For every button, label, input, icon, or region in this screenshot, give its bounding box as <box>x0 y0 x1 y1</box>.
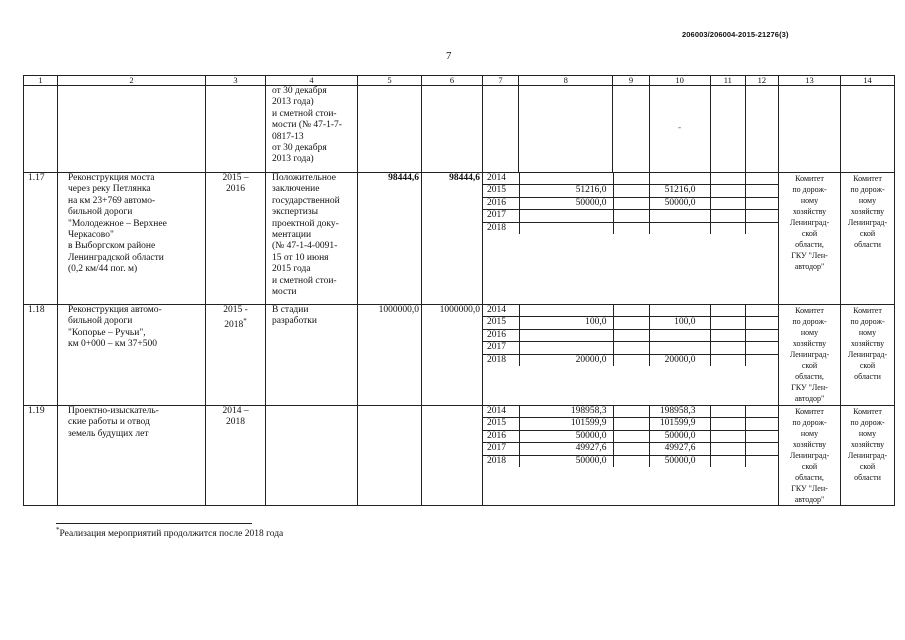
amount-col10: 51216,0 <box>649 185 710 197</box>
name-line: (0,2 км/44 пог. м) <box>68 264 138 275</box>
year-row <box>483 329 778 341</box>
year-cell: 2016 <box>483 197 519 209</box>
column-number-6: 6 <box>422 76 483 86</box>
table-row <box>24 406 895 506</box>
year-cell: 2018 <box>487 354 506 365</box>
yearly-breakdown <box>483 173 779 305</box>
executor-line: ской <box>801 361 818 370</box>
amount-col9 <box>613 443 649 455</box>
doc-line: ментации <box>272 230 312 241</box>
cont-cell-1 <box>24 86 58 173</box>
doc-line: заключение <box>272 184 320 195</box>
name-line: Реконструкция моста <box>68 173 155 183</box>
item-number: 1.19 <box>24 406 58 506</box>
name-line: на км 23+769 автомо- <box>68 195 156 206</box>
executor-line: ному <box>800 429 819 438</box>
amount-col12 <box>745 406 778 418</box>
name-line: "Молодежное – Верхнее <box>68 218 167 229</box>
item-years-lines <box>206 305 265 332</box>
committee-line: ской <box>859 361 876 370</box>
amount-col12 <box>745 430 778 442</box>
doc-line: от 30 декабря <box>272 86 327 96</box>
doc-line: 2013 года) <box>272 97 314 108</box>
executor-line: области, <box>795 473 824 482</box>
yearly-table <box>483 305 778 366</box>
name-line: земель будущих лет <box>68 428 149 439</box>
executor-line: по дорож- <box>792 418 827 427</box>
amount-col11 <box>710 185 745 197</box>
amount-col9 <box>613 210 649 222</box>
column-number-14: 14 <box>841 76 895 86</box>
cont-cell-5 <box>358 86 422 173</box>
item-number: 1.18 <box>24 305 58 406</box>
year-cell: 2017 <box>483 443 519 455</box>
item-years-lines <box>206 406 265 429</box>
amount-col10 <box>649 342 710 354</box>
years-line: 2016 <box>226 184 245 195</box>
amount-col12 <box>745 185 778 197</box>
executor-line: области, <box>795 372 824 381</box>
amount-col8 <box>519 329 613 341</box>
amount-col10 <box>649 173 710 185</box>
total-col5: 98444,6 <box>358 173 422 305</box>
amount-col12 <box>745 342 778 354</box>
total-col5: 1000000,0 <box>358 305 422 406</box>
amount-col8: 101599,9 <box>519 418 613 430</box>
column-number-1: 1 <box>24 76 58 86</box>
committee-line: хозяйству <box>850 207 885 216</box>
amount-col12 <box>745 354 778 366</box>
amount-col9 <box>613 173 649 185</box>
yearly-breakdown <box>483 305 779 406</box>
year-row <box>483 305 778 317</box>
amount-col10 <box>649 222 710 234</box>
amount-col11 <box>710 430 745 442</box>
amount-col9 <box>613 342 649 354</box>
item-document <box>266 406 358 506</box>
amount-col9 <box>613 185 649 197</box>
executor-line: Ленинград- <box>789 350 830 359</box>
committee-line: хозяйству <box>850 339 885 348</box>
cont-cell-14 <box>841 86 895 173</box>
amount-col12 <box>745 222 778 234</box>
executor-line: Ленинград- <box>789 451 830 460</box>
committee-line: области <box>854 240 881 249</box>
amount-col10: 100,0 <box>649 317 710 329</box>
amount-col10: 50000,0 <box>649 430 710 442</box>
amount-col8 <box>519 342 613 354</box>
footnote-rule <box>56 523 252 524</box>
year-cell: 2014 <box>483 305 519 317</box>
executor-line: ному <box>800 328 819 337</box>
item-years-lines <box>206 173 265 196</box>
amount-col9 <box>613 329 649 341</box>
amount-col12 <box>745 455 778 467</box>
executor-line: хозяйству <box>792 339 827 348</box>
amount-col10: 50000,0 <box>649 455 710 467</box>
item-document-lines <box>272 305 357 328</box>
amount-col10: 49927,6 <box>649 443 710 455</box>
committee-line: ному <box>858 196 877 205</box>
amount-col11 <box>710 222 745 234</box>
amount-col12 <box>745 173 778 185</box>
cont-cell-13 <box>779 86 841 173</box>
doc-line: В стадии <box>272 305 309 315</box>
years-line-text: 2018 <box>224 320 244 331</box>
executor-line: по дорож- <box>792 185 827 194</box>
item-name-lines <box>68 305 205 351</box>
responsible-executor <box>779 406 841 506</box>
amount-col9 <box>613 354 649 366</box>
responsible-committee <box>841 406 895 506</box>
executor-line: ГКУ "Лен- <box>791 251 828 260</box>
year-row <box>483 455 778 467</box>
amount-col10: 101599,9 <box>649 418 710 430</box>
year-row <box>483 354 778 366</box>
amount-col9 <box>613 418 649 430</box>
years-line: 2014 – <box>222 406 249 416</box>
amount-col12 <box>745 210 778 222</box>
cont-cell-6 <box>422 86 483 173</box>
committee-line: ному <box>858 429 877 438</box>
item-name-lines <box>68 406 205 440</box>
total-col6 <box>422 406 483 506</box>
column-number-5: 5 <box>358 76 422 86</box>
item-name <box>58 173 206 305</box>
cont-cell-11 <box>710 86 745 173</box>
doc-line: 0817-13 <box>272 131 304 142</box>
footnote-marker: * <box>243 317 247 326</box>
amount-col9 <box>613 455 649 467</box>
footnote <box>56 526 283 539</box>
amount-col10 <box>649 305 710 317</box>
amount-col8: 100,0 <box>519 317 613 329</box>
year-row <box>483 430 778 442</box>
amount-col8: 20000,0 <box>519 354 613 366</box>
name-line: бильной дороги <box>68 207 133 218</box>
amount-col11 <box>710 455 745 467</box>
committee-line: Комитет <box>853 407 882 416</box>
column-number-row <box>24 76 895 86</box>
cont-cell-7 <box>483 86 519 173</box>
responsible-executor <box>779 305 841 406</box>
year-cell: 2018 <box>487 455 506 466</box>
year-row <box>483 210 778 222</box>
years-line: 2015 - <box>223 305 248 315</box>
executor-lines <box>779 173 840 272</box>
committee-line: Комитет <box>853 174 882 183</box>
total-col5 <box>358 406 422 506</box>
committee-lines <box>841 406 894 483</box>
amount-col8 <box>519 210 613 222</box>
executor-line: ГКУ "Лен- <box>791 484 828 493</box>
years-line: 2018 <box>226 417 245 428</box>
year-cell: 2014 <box>483 406 519 418</box>
cont-doc-cell <box>266 86 358 173</box>
executor-line: автодор" <box>794 262 825 271</box>
doc-line: 15 от 10 июня <box>272 252 329 263</box>
name-line: Реконструкция автомо- <box>68 305 162 315</box>
amount-col8: 198958,3 <box>519 406 613 418</box>
executor-line: хозяйству <box>792 440 827 449</box>
committee-lines <box>841 173 894 250</box>
yearly-table <box>483 406 778 467</box>
committee-line: ному <box>858 328 877 337</box>
executor-line: ГКУ "Лен- <box>791 383 828 392</box>
amount-col8 <box>519 305 613 317</box>
year-row <box>483 317 778 329</box>
executor-line: Ленинград- <box>789 218 830 227</box>
committee-line: ской <box>859 229 876 238</box>
amount-col10: 198958,3 <box>649 406 710 418</box>
years-line: 2015 – <box>222 173 249 183</box>
table-row <box>24 173 895 305</box>
responsible-committee <box>841 305 895 406</box>
year-cell: 2015 <box>483 317 519 329</box>
committee-line: области <box>854 372 881 381</box>
document-id: 206003/206004-2015-21276(3) <box>682 30 789 39</box>
name-line: через реку Петлянка <box>68 184 151 195</box>
column-number-2: 2 <box>58 76 206 86</box>
program-table <box>23 75 895 506</box>
item-years <box>206 173 266 305</box>
amount-col11 <box>710 329 745 341</box>
year-row <box>483 173 778 185</box>
item-number: 1.17 <box>24 173 58 305</box>
column-number-10: 10 <box>649 76 710 86</box>
amount-col11 <box>710 406 745 418</box>
item-name <box>58 406 206 506</box>
name-line: Черкасово" <box>68 230 114 241</box>
item-name-lines <box>68 173 205 276</box>
executor-line: ному <box>800 196 819 205</box>
doc-line: проектной доку- <box>272 218 339 229</box>
year-cell: 2017 <box>483 342 519 354</box>
doc-line: экспертизы <box>272 207 318 218</box>
year-cell: 2015 <box>483 185 519 197</box>
column-number-11: 11 <box>710 76 745 86</box>
amount-col11 <box>710 197 745 209</box>
year-cell: 2018 <box>487 222 506 233</box>
year-cell: 2016 <box>483 430 519 442</box>
page-number: 7 <box>446 50 452 62</box>
amount-col12 <box>745 305 778 317</box>
year-cell: 2017 <box>483 210 519 222</box>
amount-col12 <box>745 329 778 341</box>
name-line: Проектно-изыскатель- <box>68 406 159 416</box>
year-row <box>483 418 778 430</box>
executor-line: по дорож- <box>792 317 827 326</box>
amount-col9 <box>613 406 649 418</box>
item-document-lines <box>272 173 357 298</box>
doc-line: Положительное <box>272 173 336 183</box>
amount-col11 <box>710 305 745 317</box>
doc-line: 2013 года) <box>272 154 314 165</box>
amount-col8: 51216,0 <box>519 185 613 197</box>
executor-line: ской <box>801 229 818 238</box>
committee-line: ской <box>859 462 876 471</box>
responsible-executor <box>779 173 841 305</box>
amount-col12 <box>745 317 778 329</box>
amount-col11 <box>710 418 745 430</box>
doc-line: и сметной стои- <box>272 275 337 286</box>
column-number-7: 7 <box>483 76 519 86</box>
name-line: ские работы и отвод <box>68 417 150 428</box>
yearly-table <box>483 173 778 234</box>
committee-line: хозяйству <box>850 440 885 449</box>
amount-col11 <box>710 342 745 354</box>
committee-line: по дорож- <box>850 185 885 194</box>
amount-col12 <box>745 418 778 430</box>
responsible-committee <box>841 173 895 305</box>
amount-col9 <box>613 222 649 234</box>
doc-line: разработки <box>272 316 317 327</box>
column-number-8: 8 <box>519 76 613 86</box>
doc-line: и сметной стои- <box>272 108 337 119</box>
committee-line: Ленинград- <box>847 218 888 227</box>
doc-line: 2015 года <box>272 264 311 275</box>
item-years <box>206 305 266 406</box>
total-col6: 98444,6 <box>422 173 483 305</box>
executor-line: Комитет <box>795 174 824 183</box>
continued-row <box>24 86 895 173</box>
amount-col11 <box>710 443 745 455</box>
column-number-4: 4 <box>266 76 358 86</box>
cont-cell-9 <box>613 86 649 173</box>
footnote-marker: * <box>56 526 60 534</box>
column-number-9: 9 <box>613 76 649 86</box>
committee-line: Ленинград- <box>847 350 888 359</box>
column-number-13: 13 <box>779 76 841 86</box>
executor-lines <box>779 305 840 404</box>
amount-col11 <box>710 354 745 366</box>
amount-col8: 50000,0 <box>519 430 613 442</box>
amount-col9 <box>613 430 649 442</box>
executor-line: Комитет <box>795 407 824 416</box>
year-cell: 2015 <box>483 418 519 430</box>
amount-col8: 50000,0 <box>519 197 613 209</box>
doc-line: от 30 декабря <box>272 143 327 154</box>
item-name <box>58 305 206 406</box>
executor-line: автодор" <box>794 394 825 403</box>
committee-line: по дорож- <box>850 418 885 427</box>
table-row <box>24 305 895 406</box>
footnote-text: Реализация мероприятий продолжится после 2018 года <box>59 529 284 540</box>
executor-line: области, <box>795 240 824 249</box>
year-row <box>483 185 778 197</box>
year-row <box>483 406 778 418</box>
committee-lines <box>841 305 894 382</box>
executor-line: автодор" <box>794 495 825 504</box>
executor-line: Комитет <box>795 306 824 315</box>
cont-cell-12 <box>745 86 778 173</box>
committee-line: Комитет <box>853 306 882 315</box>
amount-col11 <box>710 210 745 222</box>
item-years <box>206 406 266 506</box>
column-number-3: 3 <box>206 76 266 86</box>
year-cell: 2016 <box>483 329 519 341</box>
executor-lines <box>779 406 840 505</box>
column-number-12: 12 <box>745 76 778 86</box>
doc-line: мости <box>272 287 297 298</box>
year-row <box>483 222 778 234</box>
amount-col8: 50000,0 <box>519 455 613 467</box>
name-line: км 0+000 – км 37+500 <box>68 339 157 350</box>
years-line <box>206 316 265 332</box>
total-col6: 1000000,0 <box>422 305 483 406</box>
amount-col9 <box>613 317 649 329</box>
executor-line: хозяйству <box>792 207 827 216</box>
committee-line: Ленинград- <box>847 451 888 460</box>
item-document <box>266 305 358 406</box>
amount-col11 <box>710 173 745 185</box>
name-line: бильной дороги <box>68 316 133 327</box>
cont-cell-8 <box>519 86 613 173</box>
amount-col9 <box>613 197 649 209</box>
amount-col8: 49927,6 <box>519 443 613 455</box>
name-line: Ленинградской области <box>68 252 164 263</box>
cont-cell-3 <box>206 86 266 173</box>
doc-line: мости (№ 47-1-7- <box>272 120 342 131</box>
year-cell: 2014 <box>483 173 519 185</box>
amount-col9 <box>613 305 649 317</box>
year-row <box>483 197 778 209</box>
amount-col8 <box>519 222 613 234</box>
name-line: в Выборгском районе <box>68 241 156 252</box>
cont-cell-10 <box>649 86 710 173</box>
amount-col12 <box>745 197 778 209</box>
doc-line: (№ 47-1-4-0091- <box>272 241 338 252</box>
cont-cell-2 <box>58 86 206 173</box>
amount-col10: 50000,0 <box>649 197 710 209</box>
amount-col10 <box>649 329 710 341</box>
amount-col10: 20000,0 <box>649 354 710 366</box>
item-document <box>266 173 358 305</box>
amount-col10 <box>649 210 710 222</box>
yearly-breakdown <box>483 406 779 506</box>
amount-col8 <box>519 173 613 185</box>
amount-col11 <box>710 317 745 329</box>
committee-line: по дорож- <box>850 317 885 326</box>
amount-col12 <box>745 443 778 455</box>
name-line: "Копорье – Ручьи", <box>68 327 146 338</box>
cont-mark: - <box>678 123 682 134</box>
year-row <box>483 342 778 354</box>
year-row <box>483 443 778 455</box>
doc-line: государственной <box>272 195 340 206</box>
executor-line: ской <box>801 462 818 471</box>
committee-line: области <box>854 473 881 482</box>
